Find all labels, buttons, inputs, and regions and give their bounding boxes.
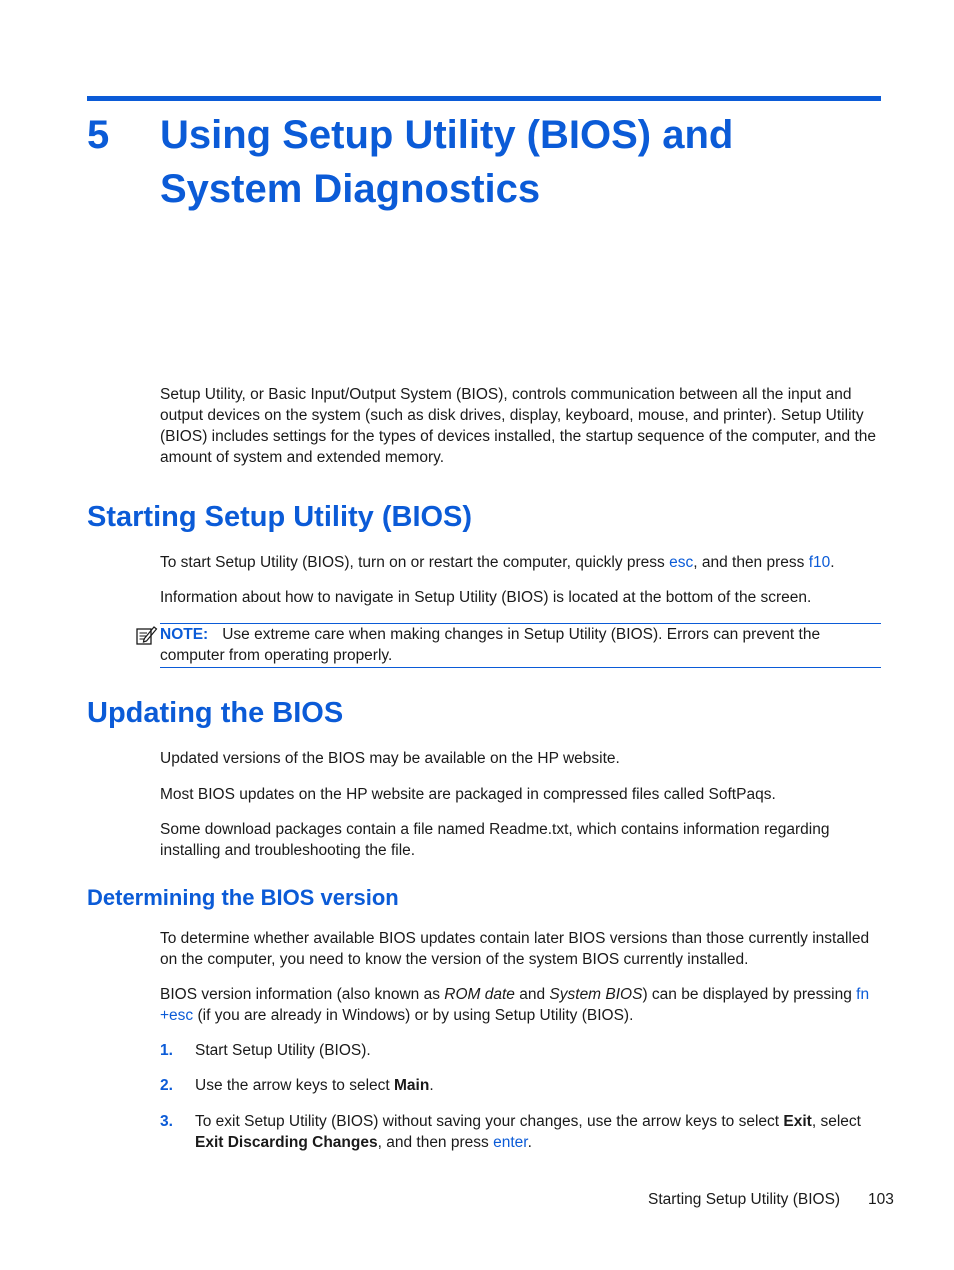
heading-updating-bios: Updating the BIOS xyxy=(87,697,344,729)
key-esc: +esc xyxy=(160,1007,194,1024)
starting-paragraph-2: Information about how to navigate in Setup Utility (BIOS) is located at the bottom of the screen. xyxy=(160,589,812,606)
text: and xyxy=(514,986,550,1003)
chapter-number: 5 xyxy=(87,113,110,157)
step-text xyxy=(195,1075,881,1096)
bold-exit-discarding: Exit Discarding Changes xyxy=(195,1134,378,1151)
note-content xyxy=(160,624,881,666)
note-text: Use extreme care when making changes in Setup Utility (BIOS). Errors can prevent the computer from operating properly. xyxy=(160,626,821,664)
text: To exit Setup Utility (BIOS) without saving your changes, use the arrow keys to select xyxy=(195,1113,784,1130)
text: . xyxy=(527,1134,532,1151)
emphasis-system-bios: System BIOS xyxy=(549,986,643,1003)
heading-starting-setup: Starting Setup Utility (BIOS) xyxy=(87,501,473,533)
chapter-title: Using Setup Utility (BIOS) and System Diagnostics xyxy=(160,113,734,211)
text: ) can be displayed by pressing xyxy=(642,986,857,1003)
key-enter: enter xyxy=(493,1134,528,1151)
text: Start Setup Utility (BIOS). xyxy=(195,1042,371,1059)
step-number: 2. xyxy=(160,1077,173,1094)
key-fn: fn xyxy=(856,986,870,1003)
heading-determining-bios: Determining the BIOS version xyxy=(87,885,399,910)
text: Use the arrow keys to select xyxy=(195,1077,394,1094)
text: . xyxy=(429,1077,434,1094)
updating-paragraph-3: Some download packages contain a file named Readme.txt, which contains information regarding installing and troubleshooting the file. xyxy=(160,821,830,859)
determining-paragraph-2 xyxy=(160,984,882,1026)
text: , select xyxy=(811,1113,861,1130)
key-esc: esc xyxy=(669,554,694,571)
note-label: NOTE: xyxy=(160,626,209,643)
footer-section-title: Starting Setup Utility (BIOS) xyxy=(648,1191,841,1208)
step-text xyxy=(195,1040,881,1061)
text: To start Setup Utility (BIOS), turn on or restart the computer, quickly press xyxy=(160,554,670,571)
starting-paragraph-1 xyxy=(160,552,882,573)
step-number: 3. xyxy=(160,1113,173,1130)
page-number: 103 xyxy=(868,1191,894,1208)
determining-paragraph-1: To determine whether available BIOS updates contain later BIOS versions than those currently installed on the computer, you need to know the version of the system BIOS currently installed. xyxy=(160,930,870,968)
note-icon xyxy=(134,624,158,646)
key-f10: f10 xyxy=(808,554,831,571)
text: (if you are already in Windows) or by using Setup Utility (BIOS). xyxy=(193,1007,634,1024)
chapter-rule xyxy=(87,96,881,101)
text: , and then press xyxy=(377,1134,494,1151)
step-text xyxy=(195,1111,881,1153)
intro-paragraph: Setup Utility, or Basic Input/Output System (BIOS), controls communication between all the input and output devices on the system (such as disk drives, display, keyboard, mouse, and printer). Setup Utility (BIOS) includes settings for the types of devices installed, the startup sequence of the computer, and the amount of system and extended memory. xyxy=(160,386,876,466)
text: , and then press xyxy=(693,554,809,571)
updating-paragraph-2: Most BIOS updates on the HP website are packaged in compressed files called SoftPaqs. xyxy=(160,786,776,803)
text: BIOS version information (also known as xyxy=(160,986,445,1003)
bold-main: Main xyxy=(394,1077,430,1094)
emphasis-rom-date: ROM date xyxy=(444,986,515,1003)
updating-paragraph-1: Updated versions of the BIOS may be available on the HP website. xyxy=(160,750,620,767)
step-number: 1. xyxy=(160,1042,173,1059)
text: . xyxy=(830,554,835,571)
note-box xyxy=(160,623,881,668)
bold-exit: Exit xyxy=(783,1113,812,1130)
